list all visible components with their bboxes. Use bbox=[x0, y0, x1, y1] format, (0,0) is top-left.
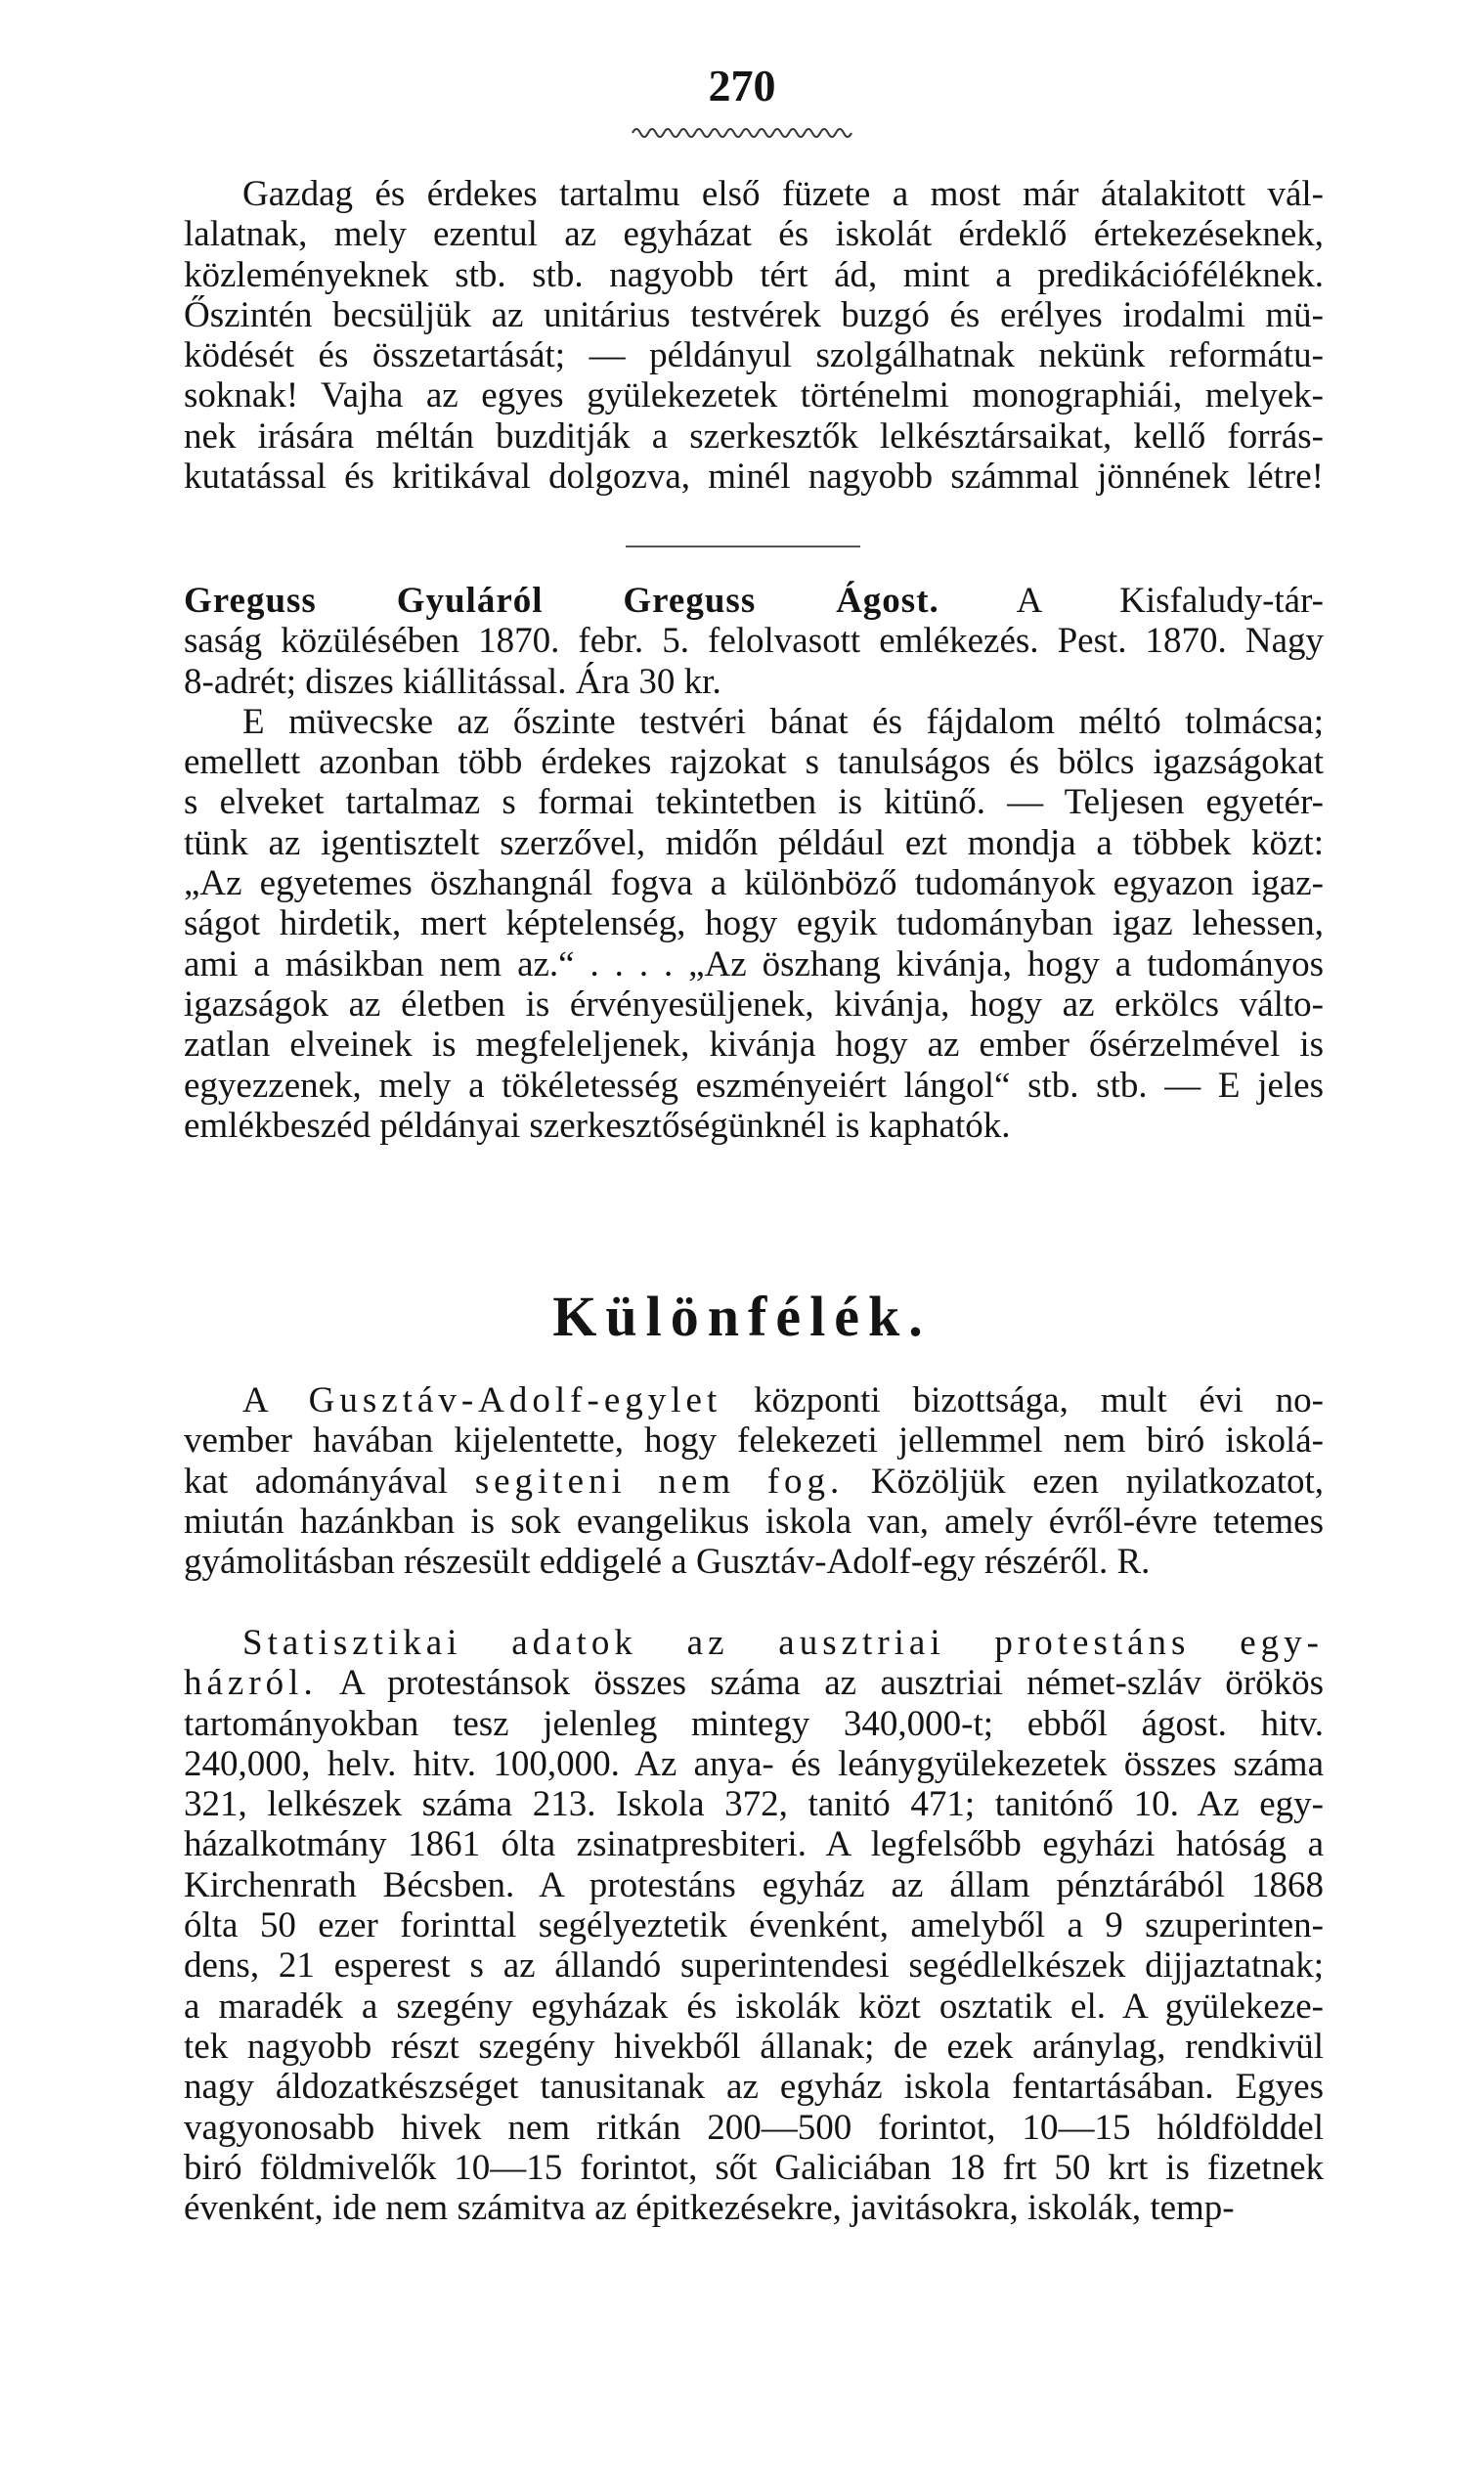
news-item-statistics: Statisztikai adatok az ausztriai protestáns egy- házról. A protestánsok összes száma az ausztriai német-szláv örökös tartományokban tesz jelenleg mintegy 340,000-t; ebből ágost. hitv. 240,000, helv. hitv. 100,000. Az anya- és leánygyülekezetek összes száma 321, lelkészek száma 213. Iskola 372, tanitó 471; tanitónő 10. Az egy- házalkotmány 1861 ólta zsinatpresbiteri. A legfelsőbb egyházi hatóság a Kirchenrath Bécsben. A protestáns egyház az állam pénztárából 1868 ólta 50 ezer forinttal segélyeztetik évenként, amelyből a 9 szuperinten- dens, 21 esperest s az állandó superintendesi segédlelkészek dijjaztatnak; a maradék a szegény egyházak és iskolák közt osztatik el. A gyülekeze- tek nagyobb részt szegény hivekből állanak; de ezek aránylag, rendkivül nagy áldozatkészséget tanusitanak az egyház iskola fentartásában. Egyes vagyonosabb hivek nem ritkán 200—500 forintot, 10—15 hóldfölddel biró földmivelők 10—15 forintot, sőt Galiciában 18 frt 50 krt is fizetnek évenként, ide nem számitva az épitkezésekre, javitásokra, iskolák, temp- bbox=[184, 1623, 1324, 2229]
news-line: évenként, ide nem számitva az épitkezésekre, javitásokra, iskolák, temp- bbox=[184, 2188, 1235, 2229]
review-line: igazságok az életben is érvényesüljenek, kivánja, hogy az erkölcs válto- bbox=[184, 983, 1324, 1025]
review-line: zatlan elveinek is megfeleljenek, kivánja hogy az ember ősérzelmével is bbox=[184, 1025, 1324, 1066]
spaced-emphasis: Statisztikai adatok az ausztriai protestáns egy- bbox=[242, 1623, 1324, 1663]
intro-line: kutatással és kritikával dolgozva, minél nagyobb számmal jönnének létre! bbox=[184, 457, 1324, 498]
spaced-emphasis: házról. bbox=[184, 1663, 318, 1704]
intro-line: közleményeknek stb. stb. nagyobb tért ád, mint a predikációféléknek. bbox=[184, 254, 1324, 295]
news-line: dens, 21 esperest s az állandó superintendesi segédlelkészek dijjaztatnak; bbox=[184, 1945, 1324, 1987]
ornament-divider-icon bbox=[631, 121, 853, 139]
spaced-emphasis: A Gusztáv-Adolf-egylet bbox=[242, 1380, 722, 1420]
review-line: ami a másikban nem az.“ . . . . „Az öszhang kivánja, hogy a tudományos bbox=[184, 943, 1324, 984]
intro-line: lalatnak, mely ezentul az egyházat és iskolát érdeklő értekezéseknek, bbox=[184, 214, 1324, 255]
news-line: biró földmivelők 10—15 forintot, sőt Galiciában 18 frt 50 krt is fizetnek bbox=[184, 2147, 1324, 2188]
book-details: 8-adrét; diszes kiállitással. Ára 30 kr. bbox=[184, 661, 721, 702]
intro-line: Őszintén becsüljük az unitárius testvérek buzgó és erélyes irodalmi mü- bbox=[184, 294, 1324, 335]
page-number: 270 bbox=[708, 61, 776, 110]
intro-line: ködését és összetartását; — példányul szolgálhatnak nekünk reformátu- bbox=[184, 335, 1324, 376]
intro-line: nek irására méltán buzditják a szerkesztők lelkésztársaikat, kellő forrás- bbox=[184, 415, 1324, 457]
review-line: s elveket tartalmaz s formai tekintetben is kitünő. — Teljesen egyetér- bbox=[184, 782, 1324, 823]
section-heading: Különfélék. bbox=[552, 1285, 932, 1348]
news-line: tek nagyobb részt szegény hivekből állanak; de ezek aránylag, rendkivül bbox=[184, 2026, 1324, 2067]
intro-paragraph bbox=[184, 174, 1324, 497]
news-line: vagyonosabb hivek nem ritkán 200—500 forintot, 10—15 hóldfölddel bbox=[184, 2107, 1324, 2148]
news-line: házalkotmány 1861 ólta zsinatpresbiteri. A legfelsőbb egyházi hatóság a bbox=[184, 1824, 1324, 1865]
news-line: gyámolitásban részesült eddigelé a Gusztáv-Adolf-egy részéről. R. bbox=[184, 1542, 1151, 1583]
news-line: a maradék a szegény egyházak és iskolák közt osztatik el. A gyülekeze- bbox=[184, 1986, 1324, 2027]
spaced-emphasis: segiteni nem fog. bbox=[474, 1461, 845, 1502]
review-line: ságot hirdetik, mert képtelenség, hogy egyik tudományban igaz lehessen, bbox=[184, 903, 1324, 944]
news-line: vember havában kijelentette, hogy felekezeti jellemmel nem biró iskolá- bbox=[184, 1420, 1324, 1462]
news-line: 321, lelkészek száma 213. Iskola 372, tanitó 471; tanitónő 10. Az egy- bbox=[184, 1784, 1324, 1825]
news-line: tartományokban tesz jelenleg mintegy 340,000-t; ebből ágost. hitv. bbox=[184, 1703, 1324, 1744]
news-line: 240,000, helv. hitv. 100,000. Az anya- és leánygyülekezetek összes száma bbox=[184, 1743, 1324, 1784]
news-line: miután hazánkban is sok evangelikus iskola van, amely évről-évre tetemes bbox=[184, 1501, 1324, 1542]
book-details: A Kisfaludy-tár- bbox=[1016, 581, 1324, 621]
book-review bbox=[184, 581, 1324, 1146]
intro-line: soknak! Vajha az egyes gyülekezetek történelmi monographiái, melyek- bbox=[184, 375, 1324, 416]
review-line: egyezzenek, mely a tökéletesség eszményeiért lángol“ stb. stb. — E jeles bbox=[184, 1065, 1324, 1106]
news-line: nagy áldozatkészséget tanusitanak az egyház iskola fentartásában. Egyes bbox=[184, 2067, 1324, 2108]
news-line: Kirchenrath Bécsben. A protestáns egyház az állam pénztárából 1868 bbox=[184, 1864, 1324, 1905]
book-title: Greguss Gyuláról Greguss Ágost. bbox=[184, 581, 939, 621]
short-separator-rule bbox=[626, 546, 860, 547]
review-line: „Az egyetemes öszhangnál fogva a különböző tudományok egyazon igaz- bbox=[184, 863, 1324, 904]
review-line: emlékbeszéd példányai szerkesztőségünknél is kaphatók. bbox=[184, 1105, 1011, 1146]
review-line: emellett azonban több érdekes rajzokat s tanulságos és bölcs igazságokat bbox=[184, 742, 1324, 783]
news-item-gusztav-adolf: A Gusztáv-Adolf-egylet központi bizottsága, mult évi no- vember havában kijelentette, hogy felekezeti jellemmel nem biró iskolá- kat adományával segiteni nem fog. Közöljük ezen nyilatkozatot, miután hazánkban is sok evangelikus iskola van, amely évről-évre tetemes gyámolitásban részesült eddigelé a Gusztáv-Adolf-egy részéről. R. bbox=[184, 1380, 1325, 1583]
intro-line: Gazdag és érdekes tartalmu első füzete a most már átalakitott vál- bbox=[242, 174, 1324, 214]
news-line: ólta 50 ezer forinttal segélyeztetik évenként, amelyből a 9 szuperinten- bbox=[184, 1905, 1324, 1946]
review-line: E müvecske az őszinte testvéri bánat és fájdalom méltó tolmácsa; bbox=[242, 701, 1324, 742]
book-details: saság közülésében 1870. febr. 5. felolvasott emlékezés. Pest. 1870. Nagy bbox=[184, 621, 1324, 662]
review-line: tünk az igentisztelt szerzővel, midőn például ezt mondja a többek közt: bbox=[184, 822, 1324, 863]
